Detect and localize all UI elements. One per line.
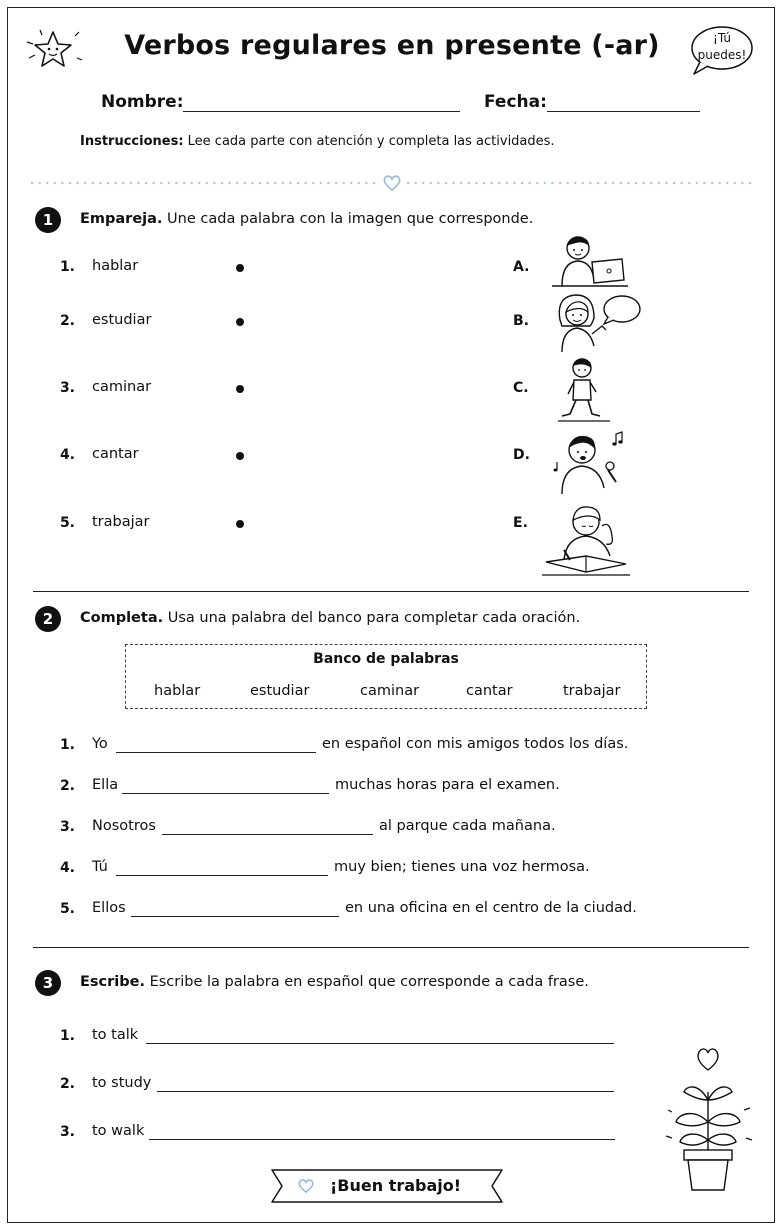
word-bank-title: Banco de palabras [313,651,459,667]
match-dot-left[interactable] [236,452,244,460]
write-item-number: 1. [59,1028,75,1044]
write-item-phrase: to walk [92,1123,145,1139]
match-item-number: 1. [59,259,75,275]
section-3-title-text: Escribe la palabra en español que corresponde a cada frase. [144,974,589,990]
match-item-word: trabajar [92,514,150,530]
word-bank-word: cantar [466,683,513,699]
match-dot-left[interactable] [236,520,244,528]
word-bank [125,644,647,709]
word-bank-word: trabajar [563,683,621,699]
instructions-label: Instrucciones: [80,134,184,149]
plant-pot-icon [660,1042,760,1194]
sentence-start: Ellos [92,900,126,916]
sentence-number: 5. [59,901,75,917]
instructions [80,134,555,149]
sentence-number: 2. [59,778,75,794]
sentence-number: 1. [59,737,75,753]
section-3-title [80,974,589,990]
name-field[interactable] [183,111,460,112]
sentence-blank[interactable] [116,875,328,876]
match-item-number: 4. [59,447,75,463]
match-item-word: estudiar [92,312,152,328]
child-walking-illustration [558,356,614,424]
sentence-blank[interactable] [116,752,316,753]
match-item-letter: C. [513,380,529,396]
instructions-text: Lee cada parte con atención y completa las actividades. [183,134,555,149]
match-dot-left[interactable] [236,318,244,326]
badge-line-1: ¡Tú [713,31,731,45]
sentence-end: muy bien; tienes una voz hermosa. [334,859,590,875]
section-divider [33,591,749,592]
match-item-word: cantar [92,446,139,462]
section-divider [33,947,749,948]
sentence-end: al parque cada mañana. [379,818,556,834]
sentence-blank[interactable] [122,793,329,794]
write-item-phrase: to study [92,1075,152,1091]
banner-text: ¡Buen trabajo! [330,1176,462,1195]
match-item-letter: D. [513,447,530,463]
sentence-start: Yo [92,736,108,752]
match-item-number: 5. [59,515,75,531]
write-item-blank[interactable] [157,1091,614,1092]
sentence-number: 4. [59,860,75,876]
write-item-blank[interactable] [149,1139,615,1140]
section-1-title-text: Une cada palabra con la imagen que corresponde. [162,211,534,227]
heart-icon [297,1178,315,1194]
sentence-blank[interactable] [162,834,373,835]
match-dot-left[interactable] [236,264,244,272]
sentence-number: 3. [59,819,75,835]
match-item-word: hablar [92,258,139,274]
match-item-word: caminar [92,379,152,395]
sentence-start: Nosotros [92,818,156,834]
match-item-number: 3. [59,380,75,396]
child-writing-illustration [540,496,632,578]
section-1-number: 1 [35,207,61,233]
match-dot-left[interactable] [236,385,244,393]
child-talking-illustration [552,290,644,354]
sentence-end: en español con mis amigos todos los días. [322,736,629,752]
section-3-title-bold: Escribe. [80,974,145,990]
section-2-title [80,610,580,626]
badge-line-2: puedes! [697,48,747,62]
word-bank-word: hablar [154,683,201,699]
word-bank-word: caminar [360,683,420,699]
word-bank-word: estudiar [250,683,310,699]
sentence-end: en una oficina en el centro de la ciudad. [345,900,637,916]
section-1-title-bold: Empareja. [80,211,163,227]
date-field[interactable] [547,111,700,112]
sentence-start: Tú [92,859,108,875]
section-2-number: 2 [35,606,61,632]
section-2-title-text: Usa una palabra del banco para completar cada oración. [163,610,581,626]
sentence-end: muchas horas para el examen. [335,777,560,793]
heart-icon [382,174,402,192]
write-item-phrase: to talk [92,1027,139,1043]
page-title: Verbos regulares en presente (-ar) [124,30,660,61]
match-item-letter: A. [513,259,530,275]
child-singing-illustration [550,428,632,496]
sentence-start: Ella [92,777,119,793]
section-2-title-bold: Completa. [80,610,164,626]
write-item-number: 3. [59,1124,75,1140]
child-laptop-illustration [548,232,630,290]
name-label: Nombre: [101,92,184,112]
match-item-letter: B. [513,313,529,329]
write-item-number: 2. [59,1076,75,1092]
match-item-letter: E. [513,515,528,531]
match-item-number: 2. [59,313,75,329]
section-3-number: 3 [35,970,61,996]
write-item-blank[interactable] [146,1043,614,1044]
section-1-title [80,211,533,227]
sentence-blank[interactable] [131,916,339,917]
date-label: Fecha: [484,92,547,112]
